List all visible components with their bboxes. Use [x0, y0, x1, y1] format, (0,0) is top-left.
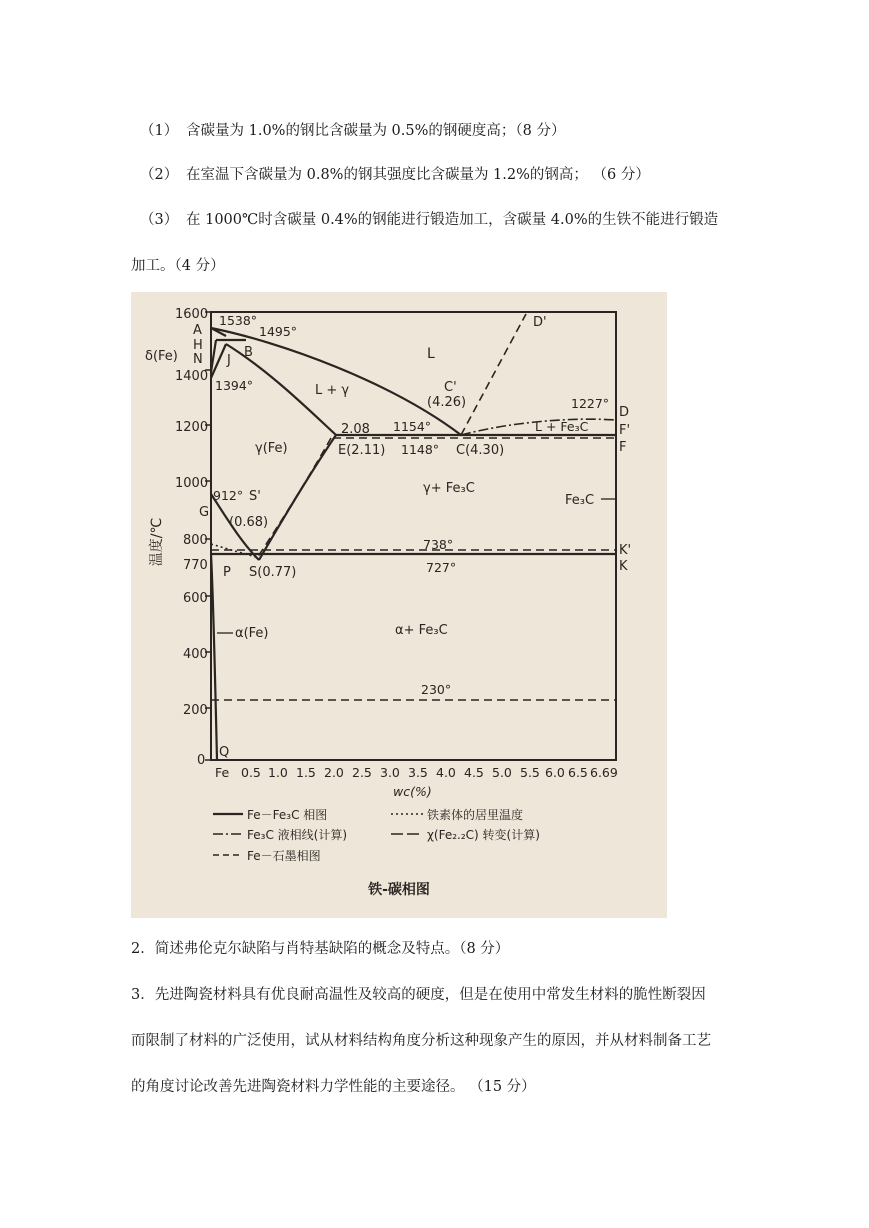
legend — [213, 807, 540, 863]
x-tick-0-5: 0.5 — [241, 765, 261, 780]
point-c-prime: C' — [444, 380, 457, 395]
item-number: （3） — [140, 212, 179, 228]
x-tick-5-0: 5.0 — [492, 765, 512, 780]
phase-alpha-fe3c: α+ Fe₃C — [395, 623, 448, 638]
phase-liquid: L — [427, 346, 435, 362]
point-s-prime: S' — [249, 489, 261, 504]
question-3-line-1: 3．先进陶瓷材料具有优良耐高温性及较高的硬度，但是在使用中常发生材料的脆性断裂因 — [131, 987, 706, 1003]
item-text: 在室温下含碳量为 0.8%的钢其强度比含碳量为 1.2%的钢高； （6 分） — [186, 167, 650, 183]
x-axis-label: wc(%) — [393, 784, 432, 799]
temp-738: 738° — [423, 537, 454, 552]
graphite-liquidus-cd — [461, 314, 526, 435]
y-tick-770: 770 — [183, 558, 208, 573]
question-1-3 — [140, 208, 718, 229]
y-tick-1200: 1200 — [175, 420, 209, 435]
point-d: D — [619, 405, 630, 420]
x-tick-6-69: 6.69 — [590, 765, 618, 780]
phase-l-gamma: L + γ — [315, 383, 350, 398]
point-q: Q — [219, 745, 230, 760]
temp-1538: 1538° — [219, 313, 258, 328]
fe-c-phase-diagram — [131, 292, 667, 918]
question-1-1 — [140, 119, 565, 140]
temp-912: 912° — [213, 488, 244, 503]
y-tick-0: 0 — [197, 753, 206, 768]
phase-delta: δ(Fe) — [145, 349, 178, 364]
y-tick-600: 600 — [183, 591, 208, 606]
temp-1394: 1394° — [215, 378, 254, 393]
x-tick-1-0: 1.0 — [268, 765, 288, 780]
x-tick-1-5: 1.5 — [296, 765, 316, 780]
phase-gamma: γ(Fe) — [255, 441, 288, 456]
point-s: S(0.77) — [249, 565, 297, 580]
phase-alpha: α(Fe) — [235, 626, 269, 641]
x-tick-4-5: 4.5 — [464, 765, 484, 780]
diagram-title: 铁-碳相图 — [368, 882, 430, 898]
legend-dashed-label: Fe－石墨相图 — [247, 849, 321, 863]
x-tick-6-0: 6.0 — [545, 765, 565, 780]
legend-longdash-label: χ(Fe₂.₂C) 转变(计算) — [427, 828, 540, 842]
question-1-3-continuation: 加工。（4 分） — [131, 258, 225, 274]
question-3-line-3: 的角度讨论改善先进陶瓷材料力学性能的主要途径。 （15 分） — [131, 1079, 536, 1095]
point-e: E(2.11) — [338, 443, 386, 458]
temp-1154: 1154° — [393, 419, 432, 434]
y-tick-800: 800 — [183, 533, 208, 548]
point-j: J — [227, 353, 231, 368]
x-tick-3-0: 3.0 — [380, 765, 400, 780]
graphite-es — [257, 438, 331, 558]
question-2: 2．简述弗伦克尔缺陷与肖特基缺陷的概念及特点。（8 分） — [131, 941, 510, 957]
x-tick-4-0: 4.0 — [436, 765, 456, 780]
dashed-lines — [211, 314, 616, 700]
point-k: K — [619, 559, 628, 574]
x-tick-2-5: 2.5 — [352, 765, 372, 780]
legend-dashdot-label: Fe₃C 液相线(计算) — [247, 828, 347, 842]
phase-diagram-svg — [131, 292, 667, 918]
point-c-prime-value: (4.26) — [427, 395, 467, 410]
x-tick-2-0: 2.0 — [324, 765, 344, 780]
point-c: C(4.30) — [456, 443, 505, 458]
y-axis-label: 温度/℃ — [149, 517, 165, 567]
point-g: G — [199, 505, 210, 520]
item-number: （1） — [140, 123, 179, 139]
point-a: A — [193, 323, 202, 338]
item-text: 含碳量为 1.0%的钢比含碳量为 0.5%的钢硬度高；（8 分） — [186, 123, 566, 139]
x-tick-3-5: 3.5 — [408, 765, 428, 780]
y-tick-400: 400 — [183, 647, 208, 662]
question-3-line-2: 而限制了材料的广泛使用，试从材料结构角度分析这种现象产生的原因，并从材料制备工艺 — [131, 1033, 711, 1049]
temp-1495: 1495° — [259, 324, 298, 339]
phase-fe3c: Fe₃C — [565, 493, 595, 508]
y-tick-1400: 1400 — [175, 369, 209, 384]
item-number: （2） — [140, 167, 179, 183]
point-n: N — [193, 352, 203, 367]
question-1-2 — [140, 163, 650, 184]
point-e-prime-value: 2.08 — [341, 422, 370, 437]
x-tick-fe: Fe — [215, 765, 230, 780]
y-tick-1000: 1000 — [175, 476, 209, 491]
item-text: 在 1000℃时含碳量 0.4%的钢能进行锻造加工，含碳量 4.0%的生铁不能进行锻造 — [186, 212, 719, 228]
point-p: P — [223, 565, 231, 580]
legend-dotted-label: 铁素体的居里温度 — [427, 808, 524, 822]
y-tick-200: 200 — [183, 703, 208, 718]
point-s-prime-value: (0.68) — [229, 515, 269, 530]
temp-1227: 1227° — [571, 396, 610, 411]
temp-727: 727° — [426, 560, 457, 575]
point-h: H — [193, 338, 203, 353]
legend-solid-label: Fe－Fe₃C 相图 — [247, 808, 328, 822]
point-f: F — [619, 440, 627, 455]
temp-230: 230° — [421, 682, 452, 697]
phase-gamma-fe3c: γ+ Fe₃C — [423, 481, 475, 496]
point-k-prime: K' — [619, 543, 632, 558]
x-tick-5-5: 5.5 — [520, 765, 540, 780]
phase-l-fe3c: L + Fe₃C — [535, 419, 589, 434]
y-tick-1600: 1600 — [175, 307, 209, 322]
point-d-prime: D' — [533, 315, 547, 330]
temp-1148: 1148° — [401, 442, 440, 457]
solid-phase-lines — [211, 328, 616, 760]
x-tick-6-5: 6.5 — [568, 765, 588, 780]
point-b: B — [244, 345, 253, 360]
point-f-prime: F' — [619, 423, 631, 438]
